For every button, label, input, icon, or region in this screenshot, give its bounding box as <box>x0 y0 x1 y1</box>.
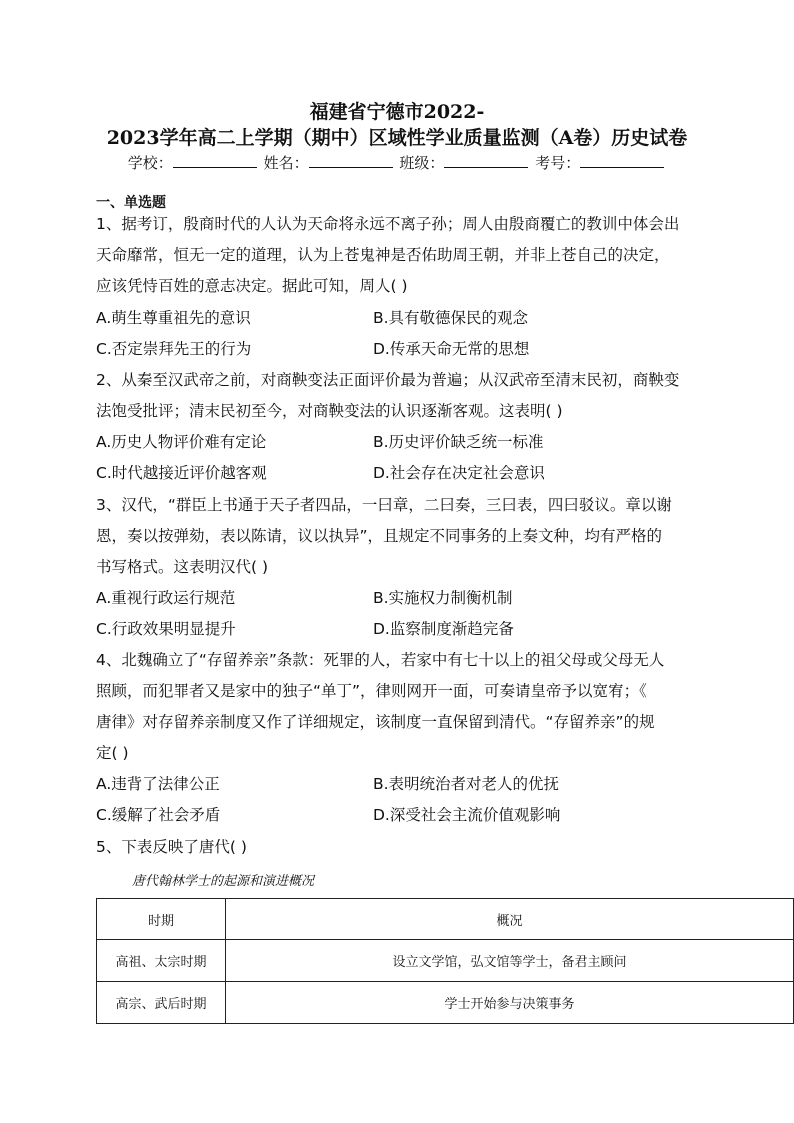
class-blank <box>444 153 528 168</box>
question-2-option-a: A.历史人物评价难有定论 <box>96 433 267 451</box>
question-5-line-1: 5、下表反映了唐代( ) <box>96 838 247 856</box>
question-3-option-d: D.监察制度渐趋完备 <box>373 620 514 638</box>
question-2-option-b: B.历史评价缺乏统一标准 <box>373 433 544 451</box>
table-header-row <box>97 899 794 940</box>
exam-title-line1: 福建省宁德市2022- <box>309 101 485 123</box>
name-blank <box>309 153 393 168</box>
question-1-option-d: D.传承天命无常的思想 <box>373 340 530 358</box>
table-header-period: 时期 <box>97 899 226 940</box>
hanlin-scholars-table <box>96 898 794 1024</box>
exam-number-label: 考号： <box>535 154 581 172</box>
table-row <box>97 982 794 1024</box>
question-4-line-3: 唐律》对存留养亲制度又作了详细规定，该制度一直保留到清代。“存留养亲”的规 <box>96 713 655 731</box>
question-4-option-b: B.表明统治者对老人的优抚 <box>373 775 560 793</box>
question-3-option-c: C.行政效果明显提升 <box>96 620 236 638</box>
table-caption: 唐代翰林学士的起源和演进概况 <box>132 874 315 889</box>
school-label: 学校： <box>127 154 173 172</box>
question-3-line-2: 恩，奏以按弹劾，表以陈请，议以执异”，且规定不同事务的上奏文种，均有严格的 <box>96 527 663 545</box>
table-row <box>97 940 794 982</box>
question-2-line-2: 法饱受批评；清末民初至今，对商鞅变法的认识逐渐客观。这表明( ) <box>96 402 563 420</box>
question-4-option-d: D.深受社会主流价值观影响 <box>373 806 561 824</box>
question-1-option-a: A.萌生尊重祖先的意识 <box>96 309 251 327</box>
question-4-option-a: A.违背了法律公正 <box>96 775 220 793</box>
class-label: 班级： <box>399 154 445 172</box>
question-2-option-d: D.社会存在决定社会意识 <box>373 464 545 482</box>
question-4-line-4: 定( ) <box>96 744 129 762</box>
question-4-line-1: 4、北魏确立了“存留养亲”条款：死罪的人，若家中有七十以上的祖父母或父母无人 <box>96 651 665 669</box>
question-3-line-1: 3、汉代，“群臣上书通于天子者四品，一曰章，二曰奏，三曰表，四曰驳议。章以谢 <box>96 496 672 514</box>
exam-title-line2: 2023学年高二上学期（期中）区域性学业质量监测（A卷）历史试卷 <box>106 127 688 149</box>
question-4-option-c: C.缓解了社会矛盾 <box>96 806 221 824</box>
name-label: 姓名： <box>263 154 309 172</box>
question-3-option-b: B.实施权力制衡机制 <box>373 589 513 607</box>
question-1-option-c: C.否定崇拜先王的行为 <box>96 340 252 358</box>
question-1-line-3: 应该凭恃百姓的意志决定。据此可知，周人( ) <box>96 277 408 295</box>
question-3-option-a: A.重视行政运行规范 <box>96 589 236 607</box>
question-1-line-2: 天命靡常，恒无一定的道理，认为上苍鬼神是否佑助周王朝，并非上苍自己的决定， <box>96 246 670 264</box>
school-blank <box>173 153 257 168</box>
question-2-option-c: C.时代越接近评价越客观 <box>96 464 267 482</box>
table-cell-overview: 设立文学馆，弘文馆等学士，备君主顾问 <box>226 940 794 982</box>
question-1-line-1: 1、据考订，殷商时代的人认为天命将永远不离子孙；周人由殷商覆亡的教训中体会出 <box>96 215 680 233</box>
section-title: 一、单选题 <box>96 195 166 211</box>
question-3-line-3: 书写格式。这表明汉代( ) <box>96 558 269 576</box>
table-cell-period: 高祖、太宗时期 <box>97 940 226 982</box>
question-1-option-b: B.具有敬德保民的观念 <box>373 309 529 327</box>
table-header-overview: 概况 <box>226 899 794 940</box>
table-cell-overview: 学士开始参与决策事务 <box>226 982 794 1024</box>
table-cell-period: 高宗、武后时期 <box>97 982 226 1024</box>
student-info-row <box>0 152 794 173</box>
exam-number-blank <box>580 153 664 168</box>
question-4-line-2: 照顾，而犯罪者又是家中的独子“单丁”，律则网开一面，可奏请皇帝予以宽宥；《 <box>96 682 647 700</box>
question-2-line-1: 2、从秦至汉武帝之前，对商鞅变法正面评价最为普遍；从汉武帝至清末民初，商鞅变 <box>96 371 680 389</box>
